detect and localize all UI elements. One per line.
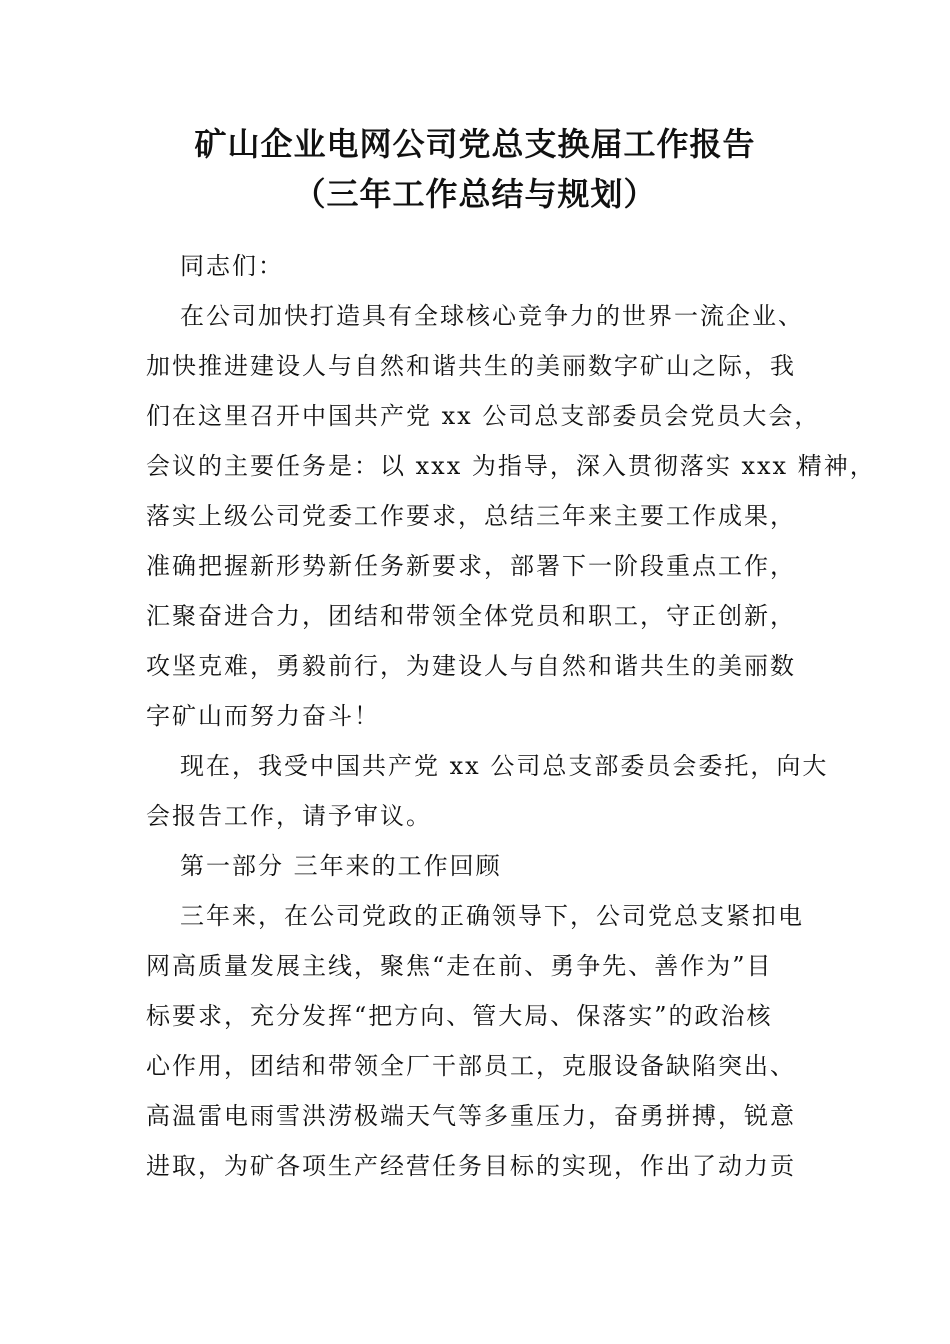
document-subtitle: （三年工作总结与规划）	[293, 175, 657, 213]
paragraph-line: 三年来，在公司党政的正确领导下，公司党总支紧扣电	[180, 902, 804, 930]
paragraph-line: 在公司加快打造具有全球核心竞争力的世界一流企业、	[180, 302, 804, 330]
salutation: 同志们：	[180, 252, 284, 280]
paragraph-line: 字矿山而努力奋斗！	[146, 702, 380, 730]
paragraph-line: 高温雷电雨雪洪涝极端天气等多重压力，奋勇拼搏，锐意	[146, 1102, 796, 1130]
paragraph-line: 会报告工作，请予审议。	[146, 802, 432, 830]
document-title: 矿山企业电网公司党总支换届工作报告	[194, 125, 756, 163]
paragraph-line: 准确把握新形势新任务新要求，部署下一阶段重点工作，	[146, 552, 796, 580]
paragraph-line: 汇聚奋进合力，团结和带领全体党员和职工，守正创新，	[146, 602, 796, 630]
section-heading: 第一部分 三年来的工作回顾	[180, 852, 502, 880]
paragraph-line: 落实上级公司党委工作要求，总结三年来主要工作成果，	[146, 502, 796, 530]
paragraph-line: 心作用，团结和带领全厂干部员工，克服设备缺陷突出、	[146, 1052, 796, 1080]
paragraph-line: 进取，为矿各项生产经营任务目标的实现，作出了动力贡	[146, 1152, 796, 1180]
paragraph-line: 网高质量发展主线，聚焦“走在前、勇争先、善作为”目	[146, 952, 773, 980]
paragraph-line: 加快推进建设人与自然和谐共生的美丽数字矿山之际，我	[146, 352, 796, 380]
paragraph-line: 标要求，充分发挥“把方向、管大局、保落实”的政治核	[146, 1002, 773, 1030]
paragraph-line: 现在，我受中国共产党 xx 公司总支部委员会委托，向大	[180, 752, 829, 780]
paragraph-line: 会议的主要任务是：以 xxx 为指导，深入贯彻落实 xxx 精神，	[146, 452, 876, 480]
document-body	[146, 241, 876, 1191]
paragraph-line: 们在这里召开中国共产党 xx 公司总支部委员会党员大会，	[146, 402, 821, 430]
paragraph-line: 攻坚克难，勇毅前行，为建设人与自然和谐共生的美丽数	[146, 652, 796, 680]
